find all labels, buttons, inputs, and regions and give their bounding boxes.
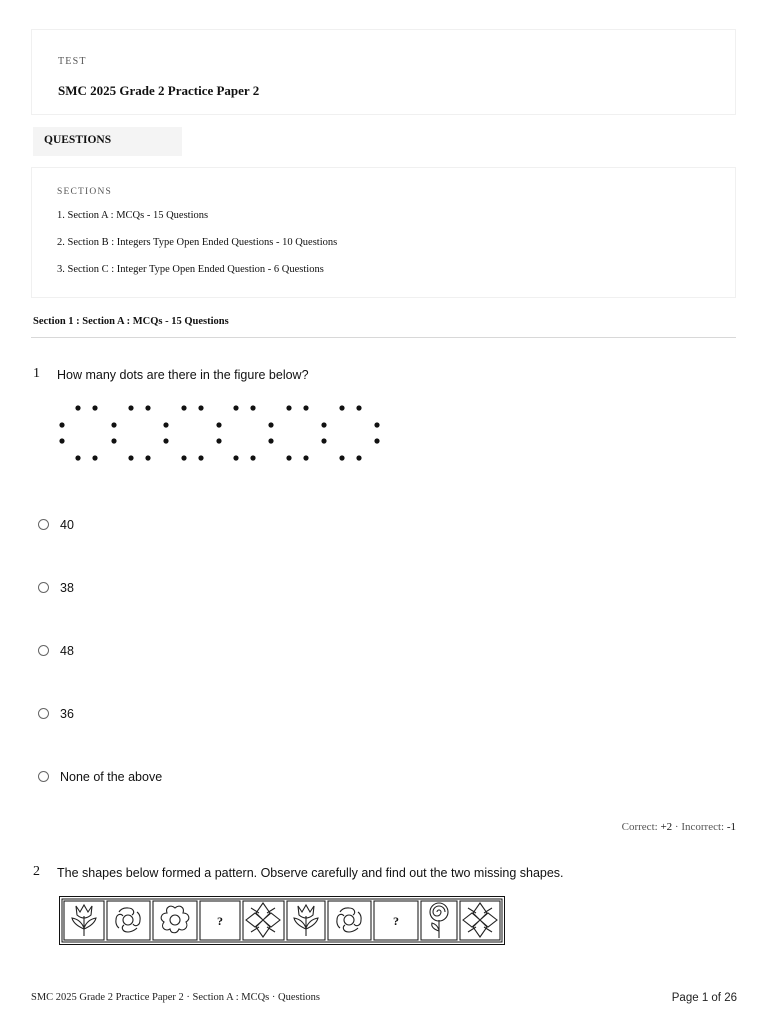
section-item-b[interactable]: 2. Section B : Integers Type Open Ended Questions - 10 Questions bbox=[57, 237, 338, 248]
dots-figure bbox=[52, 398, 392, 468]
radio-button[interactable] bbox=[38, 519, 49, 530]
question-number: 2 bbox=[33, 864, 40, 879]
shape-pattern bbox=[59, 896, 507, 946]
correct-marks: +2 bbox=[660, 821, 673, 833]
section-heading: Section 1 : Section A : MCQs - 15 Questions bbox=[33, 316, 229, 327]
section-item-a[interactable]: 1. Section A : MCQs - 15 Questions bbox=[57, 210, 209, 221]
question-text: How many dots are there in the figure below? bbox=[57, 368, 309, 382]
question-text: The shapes below formed a pattern. Observe carefully and find out the two missing shapes. bbox=[57, 866, 564, 880]
dot-group bbox=[268, 405, 308, 460]
incorrect-marks: -1 bbox=[726, 821, 736, 833]
footer-title: SMC 2025 Grade 2 Practice Paper 2 · Section A : MCQs · Questions bbox=[31, 992, 321, 1003]
incorrect-label: Incorrect: bbox=[681, 821, 725, 833]
flower-diamond-icon bbox=[243, 901, 284, 940]
divider bbox=[31, 337, 736, 338]
marks-info bbox=[622, 821, 736, 833]
radio-button[interactable] bbox=[38, 645, 49, 656]
dot-group bbox=[163, 405, 203, 460]
tulip-icon bbox=[287, 901, 325, 940]
dot-group bbox=[59, 405, 97, 460]
missing-mark: ? bbox=[217, 914, 223, 928]
option-label: 36 bbox=[60, 707, 74, 721]
page-number: Page 1 of 26 bbox=[671, 992, 737, 1004]
flower-round-icon bbox=[107, 901, 150, 940]
radio-button[interactable] bbox=[38, 708, 49, 719]
questions-tab-label: QUESTIONS bbox=[44, 134, 112, 146]
test-header-card bbox=[31, 29, 736, 115]
correct-label: Correct: bbox=[621, 821, 658, 833]
tulip-icon bbox=[64, 901, 104, 940]
sections-card bbox=[31, 167, 736, 298]
option-label: 38 bbox=[60, 581, 74, 595]
section-item-c[interactable]: 3. Section C : Integer Type Open Ended Question - 6 Questions bbox=[57, 264, 324, 275]
flower-diamond-icon bbox=[460, 901, 500, 940]
dot-group bbox=[321, 405, 379, 460]
option-label: None of the above bbox=[60, 770, 163, 784]
flower-petal-icon bbox=[153, 901, 197, 940]
questions-tab[interactable] bbox=[33, 127, 182, 156]
radio-button[interactable] bbox=[38, 771, 49, 782]
dot-group bbox=[111, 405, 150, 460]
flower-round-icon bbox=[328, 901, 371, 940]
test-title: SMC 2025 Grade 2 Practice Paper 2 bbox=[58, 83, 260, 98]
rose-icon bbox=[421, 901, 457, 940]
missing-mark: ? bbox=[393, 914, 399, 928]
option-label: 40 bbox=[60, 518, 74, 532]
sections-label: SECTIONS bbox=[57, 187, 112, 197]
question-number: 1 bbox=[33, 366, 40, 381]
radio-button[interactable] bbox=[38, 582, 49, 593]
dot-group bbox=[216, 405, 255, 460]
test-label: TEST bbox=[58, 56, 87, 67]
option-label: 48 bbox=[60, 644, 74, 658]
marks-separator: · bbox=[674, 821, 679, 833]
